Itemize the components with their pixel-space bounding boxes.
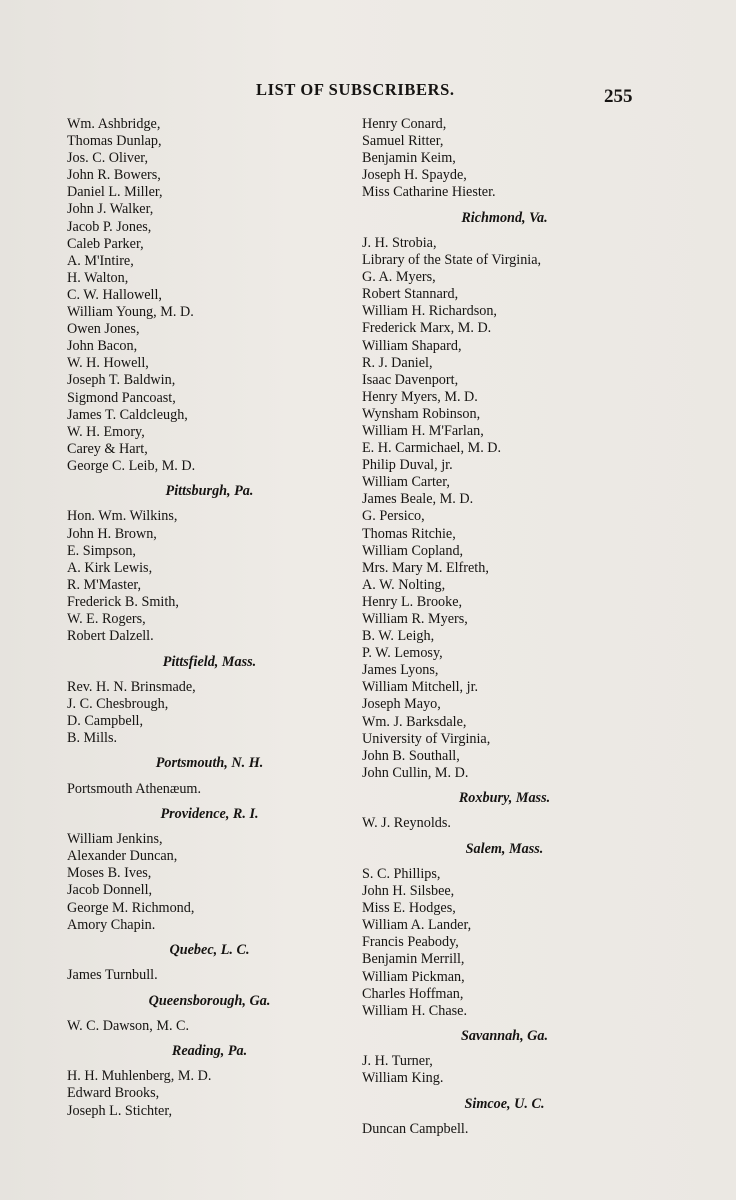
subscriber-name: E. H. Carmichael, M. D. <box>362 440 502 457</box>
subscriber-name: W. C. Dawson, M. C. <box>67 1017 190 1034</box>
subscriber-name: Robert Dalzell. <box>67 628 154 645</box>
subscriber-name: Samuel Ritter, <box>362 133 444 150</box>
subscriber-name: William Young, M. D. <box>67 304 194 321</box>
subscriber-name: Rev. H. N. Brinsmade, <box>67 678 196 695</box>
subscriber-name: Library of the State of Virginia, <box>362 252 542 269</box>
subscriber-name: Wm. Ashbridge, <box>67 116 161 132</box>
subscriber-name: Joseph T. Baldwin, <box>67 372 176 389</box>
subscriber-name: William Carter, <box>362 474 450 491</box>
subscriber-name: William H. Chase. <box>362 1002 468 1019</box>
subscriber-name: A. W. Nolting, <box>362 576 446 593</box>
subscriber-name: William Shapard, <box>362 337 462 354</box>
subscriber-name: John J. Walker, <box>67 201 154 218</box>
right-column <box>362 116 647 1138</box>
place-heading: Pittsfield, Mass. <box>162 653 257 670</box>
subscriber-name: William R. Myers, <box>362 611 468 628</box>
subscriber-name: Owen Jones, <box>67 321 140 338</box>
subscriber-name: B. Mills. <box>67 729 118 746</box>
subscriber-name: Jos. C. Oliver, <box>67 150 149 167</box>
subscriber-name: W. J. Reynolds. <box>362 815 451 832</box>
place-heading: Queensborough, Ga. <box>148 992 271 1009</box>
subscriber-name: William H. M'Farlan, <box>362 422 484 439</box>
subscriber-name: Thomas Ritchie, <box>362 525 456 542</box>
subscriber-name: William King. <box>362 1070 444 1087</box>
place-heading: Savannah, Ga. <box>460 1028 549 1045</box>
subscriber-name: Henry Conard, <box>362 116 447 132</box>
subscriber-name: William Jenkins, <box>67 831 163 848</box>
subscriber-name: Caleb Parker, <box>67 235 144 252</box>
subscriber-name: Francis Peabody, <box>362 934 459 951</box>
subscriber-name: W. H. Emory, <box>67 423 145 440</box>
subscriber-name: Thomas Dunlap, <box>67 133 162 150</box>
subscriber-name: Jacob Donnell, <box>67 882 153 899</box>
subscriber-name: Edward Brooks, <box>67 1085 160 1102</box>
subscriber-name: A. M'Intire, <box>67 252 134 269</box>
subscriber-name: Miss E. Hodges, <box>362 900 456 917</box>
subscriber-name: J. H. Strobia, <box>362 234 437 251</box>
subscriber-name: D. Campbell, <box>67 712 144 729</box>
place-heading: Quebec, L. C. <box>169 941 250 958</box>
subscriber-name: John H. Silsbee, <box>362 883 455 900</box>
place-heading: Richmond, Va. <box>461 209 548 226</box>
place-heading: Reading, Pa. <box>171 1043 248 1060</box>
subscriber-name: Frederick B. Smith, <box>67 593 179 610</box>
place-heading: Simcoe, U. C. <box>464 1095 545 1112</box>
subscriber-name: Isaac Davenport, <box>362 371 459 388</box>
subscriber-name: P. W. Lemosy, <box>362 645 443 662</box>
place-heading: Salem, Mass. <box>465 840 544 857</box>
subscriber-name: Jacob P. Jones, <box>67 218 152 235</box>
subscriber-name: William Pickman, <box>362 968 465 985</box>
subscriber-name: H. Walton, <box>67 269 129 286</box>
subscriber-name: Wynsham Robinson, <box>362 405 481 422</box>
place-heading: Roxbury, Mass. <box>458 790 551 807</box>
subscriber-name: Robert Stannard, <box>362 286 459 303</box>
subscriber-name: Sigmond Pancoast, <box>67 389 176 406</box>
subscriber-name: Joseph H. Spayde, <box>362 167 467 184</box>
subscriber-name: Portsmouth Athenæum. <box>67 780 202 797</box>
subscriber-name: Benjamin Keim, <box>362 150 456 167</box>
subscriber-name: James Turnbull. <box>67 967 158 984</box>
subscriber-name: Daniel L. Miller, <box>67 184 163 201</box>
subscriber-name: A. Kirk Lewis, <box>67 559 153 576</box>
place-heading: Pittsburgh, Pa. <box>165 483 254 500</box>
subscriber-name: William Mitchell, jr. <box>362 679 479 696</box>
subscriber-name: Duncan Campbell. <box>362 1121 469 1138</box>
subscriber-name: S. C. Phillips, <box>362 866 441 883</box>
subscriber-name: G. A. Myers, <box>362 269 436 286</box>
subscriber-name: Mrs. Mary M. Elfreth, <box>362 559 489 576</box>
subscriber-name: William H. Richardson, <box>362 303 497 320</box>
subscriber-name: Henry L. Brooke, <box>362 593 463 610</box>
subscriber-name: B. W. Leigh, <box>362 628 435 645</box>
subscriber-name: Miss Catharine Hiester. <box>362 184 496 201</box>
subscriber-name: G. Persico, <box>362 508 425 525</box>
place-heading: Providence, R. I. <box>160 805 259 822</box>
subscriber-name: Carey & Hart, <box>67 440 148 457</box>
subscriber-name: Henry Myers, M. D. <box>362 388 478 405</box>
subscriber-name: James Beale, M. D. <box>362 491 474 508</box>
subscriber-name: Joseph Mayo, <box>362 696 441 713</box>
left-column <box>67 116 352 1120</box>
subscriber-name: W. H. Howell, <box>67 355 149 372</box>
subscriber-name: Joseph L. Stichter, <box>67 1102 173 1119</box>
subscriber-name: William Copland, <box>362 542 464 559</box>
subscriber-name: Hon. Wm. Wilkins, <box>67 508 178 525</box>
subscriber-name: Alexander Duncan, <box>67 848 178 865</box>
subscriber-name: John R. Bowers, <box>67 167 161 184</box>
subscriber-name: John B. Southall, <box>362 747 460 764</box>
subscriber-name: J. C. Chesbrough, <box>67 695 169 712</box>
subscriber-name: H. H. Muhlenberg, M. D. <box>67 1068 212 1085</box>
page-number: 255 <box>604 86 633 107</box>
subscriber-name: C. W. Hallowell, <box>67 286 162 303</box>
subscriber-name: James T. Caldcleugh, <box>67 406 188 423</box>
subscriber-name: John Cullin, M. D. <box>362 764 469 781</box>
subscriber-name: John H. Brown, <box>67 525 157 542</box>
subscriber-name: E. Simpson, <box>67 542 136 559</box>
subscriber-name: George C. Leib, M. D. <box>67 457 196 474</box>
subscriber-name: Charles Hoffman, <box>362 985 464 1002</box>
subscriber-name: W. E. Rogers, <box>67 611 146 628</box>
subscriber-name: William A. Lander, <box>362 917 472 934</box>
subscriber-name: John Bacon, <box>67 338 138 355</box>
subscriber-name: Benjamin Merrill, <box>362 951 465 968</box>
subscriber-name: Amory Chapin. <box>67 916 156 933</box>
subscriber-name: J. H. Turner, <box>362 1053 433 1070</box>
subscriber-name: James Lyons, <box>362 662 439 679</box>
subscriber-name: Philip Duval, jr. <box>362 457 453 474</box>
subscriber-name: Frederick Marx, M. D. <box>362 320 492 337</box>
place-heading: Portsmouth, N. H. <box>155 755 264 772</box>
subscriber-name: R. J. Daniel, <box>362 354 433 371</box>
page-title: LIST OF SUBSCRIBERS. <box>256 80 455 99</box>
subscriber-name: Moses B. Ives, <box>67 865 152 882</box>
subscriber-name: Wm. J. Barksdale, <box>362 713 467 730</box>
subscriber-name: George M. Richmond, <box>67 899 195 916</box>
subscriber-name: R. M'Master, <box>67 576 142 593</box>
subscriber-name: University of Virginia, <box>362 730 491 747</box>
